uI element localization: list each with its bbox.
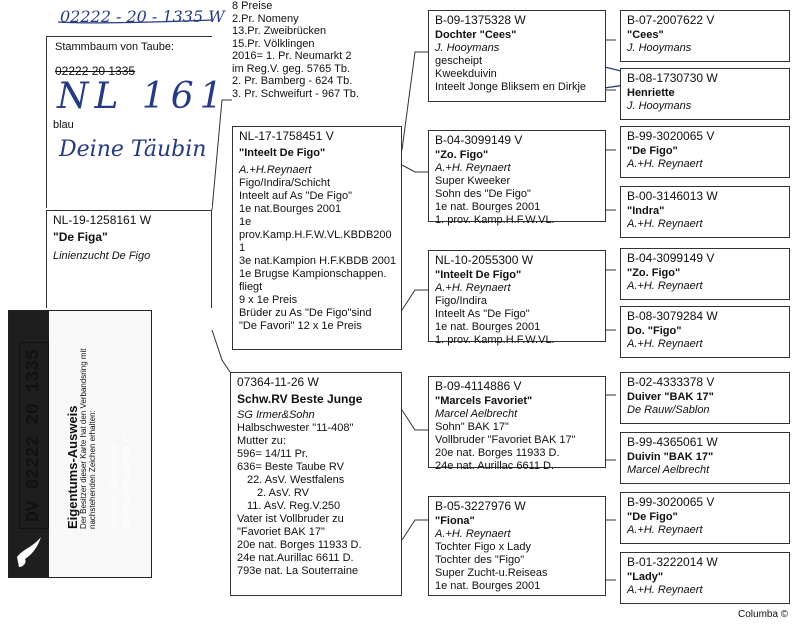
- right-ring: B-04-3099149 V: [627, 251, 715, 265]
- father-line: "De Favori" 12 x 1e Preis: [239, 320, 362, 332]
- mm-b-box: [428, 496, 606, 596]
- info-line: 15.Pr. Völklingen: [232, 37, 315, 50]
- ausweis-verband: [109, 425, 133, 529]
- fm-owner: A.+H. Reynaert: [435, 162, 511, 174]
- father-line: fliegt: [239, 281, 263, 293]
- mother-line: 2. AsV. RV: [257, 487, 309, 499]
- right-name: Duiver "BAK 17": [627, 391, 714, 403]
- info-line: im Reg.V. geg. 5765 Tb.: [232, 62, 351, 75]
- mm-b-line: 1e nat. Bourges 2001: [435, 580, 541, 592]
- right-name: "De Figo": [627, 511, 678, 523]
- right-name: Duivin "BAK 17": [627, 451, 714, 463]
- father-line: 1e Brugse Kampionschappen.: [239, 268, 387, 280]
- mf-line: Figo/Indira: [435, 295, 487, 307]
- right-box-10: [620, 552, 790, 604]
- subject-note: Linienzucht De Figo: [53, 250, 151, 262]
- mother-line: Mutter zu:: [237, 435, 286, 447]
- right-ring: B-00-3146013 W: [627, 189, 718, 203]
- mf-line: 1e nat. Bourges 2001: [435, 321, 541, 333]
- mm-a-name: "Marcels Favoriet": [435, 395, 533, 407]
- subject-name: "De Figa": [53, 230, 108, 244]
- right-name: Henriette: [627, 87, 675, 99]
- right-name: "De Figo": [627, 145, 678, 157]
- mother-line: 636= Beste Taube RV: [237, 461, 344, 473]
- right-owner: A.+H. Reynaert: [627, 524, 703, 536]
- father-line: 1e nat.Bourges 2001: [239, 203, 342, 215]
- right-box-4: [620, 186, 790, 238]
- right-owner: De Rauw/Sablon: [627, 404, 710, 416]
- info-line: 13.Pr. Zweibrücken: [232, 25, 327, 37]
- right-box-8: [620, 432, 790, 484]
- top-center-info: [232, 0, 359, 100]
- father-line: prov.Kamp.H.F.W.VL.KBDB200: [239, 229, 392, 241]
- mother-line: 793e nat. La Souterraine: [237, 565, 359, 577]
- right-ring: B-08-1730730 W: [627, 71, 718, 85]
- ff-line: Inteelt Jonge Bliksem en Dirkje: [435, 81, 587, 93]
- info-line: 2.Pr. Nomeny: [232, 12, 299, 25]
- handwritten-ring-number: 02222 - 20 - 1335 W: [60, 7, 225, 26]
- ff-name: Dochter "Cees": [435, 29, 517, 41]
- right-ring: B-99-3020065 V: [627, 495, 715, 509]
- right-owner: Marcel Aelbrecht: [627, 464, 710, 476]
- right-ring: B-01-3222014 W: [627, 555, 718, 569]
- father-line: Inteelt auf As "De Figo": [239, 190, 352, 202]
- eigentums-ausweis-card: [8, 310, 152, 578]
- mother-line: Vater ist Vollbruder zu: [237, 513, 344, 525]
- mm-a-line: 20e nat. Borges 11933 D.: [435, 447, 560, 459]
- mother-line: 11. AsV. Reg.V.250: [247, 500, 341, 512]
- columba-copyright: Columba ©: [738, 609, 789, 620]
- right-owner: A.+H. Reynaert: [627, 158, 703, 170]
- mm-b-name: "Fiona": [435, 515, 475, 527]
- right-ring: B-08-3079284 W: [627, 309, 718, 323]
- fm-line: Sohn des "De Figo": [435, 188, 531, 200]
- right-owner: J. Hooymans: [627, 42, 692, 54]
- right-ring: B-02-4333378 V: [627, 375, 715, 389]
- info-line: 2016= 1. Pr. Neumarkt 2: [232, 50, 352, 62]
- ff-owner: J. Hooymans: [435, 42, 500, 54]
- right-box-1: [620, 10, 790, 62]
- subject-ring: NL-19-1258161 W: [53, 213, 152, 227]
- right-owner: A.+H. Reynaert: [627, 338, 703, 350]
- right-box-9: [620, 492, 790, 544]
- right-ring: B-07-2007622 V: [627, 13, 715, 27]
- mf-owner: A.+H. Reynaert: [435, 282, 511, 294]
- info-line: 2. Pr. Bamberg - 624 Tb.: [232, 75, 353, 87]
- handwritten-deine-taeubin: Deine Täubin: [59, 137, 207, 162]
- mother-owner: SG Irmer&Sohn: [237, 409, 315, 421]
- right-ring: B-99-4365061 W: [627, 435, 718, 449]
- father-line: 9 x 1e Preis: [239, 294, 298, 306]
- mother-line: Halbschwester "11-408": [237, 422, 354, 434]
- father-ring: NL-17-1758451 V: [239, 129, 334, 143]
- mother-name: Schw.RV Beste Junge: [237, 392, 363, 406]
- right-ring: B-99-3020065 V: [627, 129, 715, 143]
- mm-b-line: Super Zucht-u.Reiseas: [435, 567, 548, 579]
- father-box: [232, 126, 402, 350]
- father-line: 1e: [239, 216, 252, 228]
- fm-name: "Zo. Figo": [435, 149, 489, 161]
- ausweis-verband-line2: Brieftaubenzüchter e.V.: [121, 425, 132, 529]
- mm-a-line: Sohn" BAK 17": [435, 421, 509, 433]
- father-line: 1: [239, 242, 246, 254]
- right-name: "Zo. Figo": [627, 267, 681, 279]
- father-line: Figo/Indira/Schicht: [239, 177, 331, 189]
- mm-b-line: Tochter des "Figo": [435, 554, 525, 566]
- right-owner: A.+H. Reynaert: [627, 218, 703, 230]
- right-box-5: [620, 248, 790, 300]
- father-line: 3e nat.Kampion H.F.KBDB 2001: [239, 255, 397, 267]
- fm-line: 1e nat. Bourges 2001: [435, 201, 541, 213]
- mm-a-ring: B-09-4114886 V: [435, 379, 522, 393]
- info-line: 3. Pr. Schweifurt - 967 Tb.: [232, 87, 359, 100]
- mm-b-owner: A.+H. Reynaert: [435, 528, 511, 540]
- right-owner: J. Hooymans: [627, 100, 692, 112]
- mm-a-owner: Marcel Aelbrecht: [435, 408, 518, 420]
- ausweis-title: Eigentums-Ausweis: [65, 405, 80, 529]
- fm-line: 1. prov. Kamp.H.F.W.VL.: [435, 214, 555, 226]
- ausweis-ring-number: DV 02222 20 1335: [19, 342, 49, 529]
- mf-box: [428, 250, 606, 346]
- father-owner: A.+H.Reynaert: [239, 164, 312, 176]
- right-box-3: [620, 126, 790, 178]
- right-name: "Cees": [627, 29, 664, 41]
- mm-b-line: Tochter Figo x Lady: [435, 541, 531, 553]
- right-box-7: [620, 372, 790, 424]
- right-box-6: [620, 306, 790, 358]
- mm-a-line: Vollbruder "Favoriet BAK 17": [435, 434, 576, 446]
- ff-ring: B-09-1375328 W: [435, 13, 526, 27]
- mf-ring: NL-10-2055300 W: [435, 253, 534, 267]
- stammbaum-box: [46, 36, 229, 208]
- right-name: Do. "Figo": [627, 325, 682, 337]
- father-line: Brüder zu As "De Figo"sind: [239, 307, 372, 319]
- mf-name: "Inteelt De Figo": [435, 269, 522, 281]
- color-label: blau: [53, 119, 74, 131]
- ff-line: gescheipt: [435, 55, 483, 67]
- mother-line: "Favoriet BAK 17": [237, 526, 325, 538]
- mm-a-box: [428, 376, 606, 472]
- right-box-2: [620, 68, 790, 120]
- stammbaum-label: Stammbaum von Taube:: [55, 41, 175, 53]
- ausweis-small-text: Der Besitzer dieser Karte hat den Verbandsring mit nachstehenden Zeichen erhalten:: [79, 348, 97, 529]
- mother-line: 20e nat. Borges 11933 D.: [237, 539, 362, 551]
- fm-line: Super Kweeker: [435, 175, 511, 187]
- mother-line: 24e nat.Aurillac 6611 D.: [237, 552, 354, 564]
- mother-box: [230, 372, 402, 596]
- info-line: 8 Preise: [232, 0, 273, 12]
- ausweis-verband-line1: Verband Deutscher: [109, 443, 120, 529]
- pigeon-logo-icon: [13, 527, 45, 571]
- fm-box: [428, 130, 606, 226]
- fm-ring: B-04-3099149 V: [435, 133, 523, 147]
- ff-box: [428, 10, 606, 102]
- right-name: "Lady": [627, 571, 664, 583]
- mf-line: 1. prov. Kamp.H.F.W.VL.: [435, 334, 555, 346]
- mm-b-ring: B-05-3227976 W: [435, 499, 526, 513]
- mother-line: 596= 14/11 Pr.: [237, 448, 309, 460]
- handwritten-nl-number: NL 161: [57, 76, 229, 117]
- father-name: "Inteelt De Figo": [239, 147, 326, 159]
- right-name: "Indra": [627, 205, 665, 217]
- mf-line: Inteelt As "De Figo": [435, 308, 530, 320]
- mm-a-line: 24e nat. Aurillac 6611 D.: [435, 460, 555, 472]
- ff-line: Kweekduivin: [435, 68, 497, 80]
- right-owner: A.+H. Reynaert: [627, 584, 703, 596]
- subject-box: [46, 210, 212, 308]
- mother-ring: 07364-11-26 W: [237, 375, 319, 389]
- right-owner: A.+H. Reynaert: [627, 280, 703, 292]
- mother-line: 22. AsV. Westfalens: [247, 474, 345, 486]
- crossed-ring-number: 02222 20 1335: [55, 64, 136, 78]
